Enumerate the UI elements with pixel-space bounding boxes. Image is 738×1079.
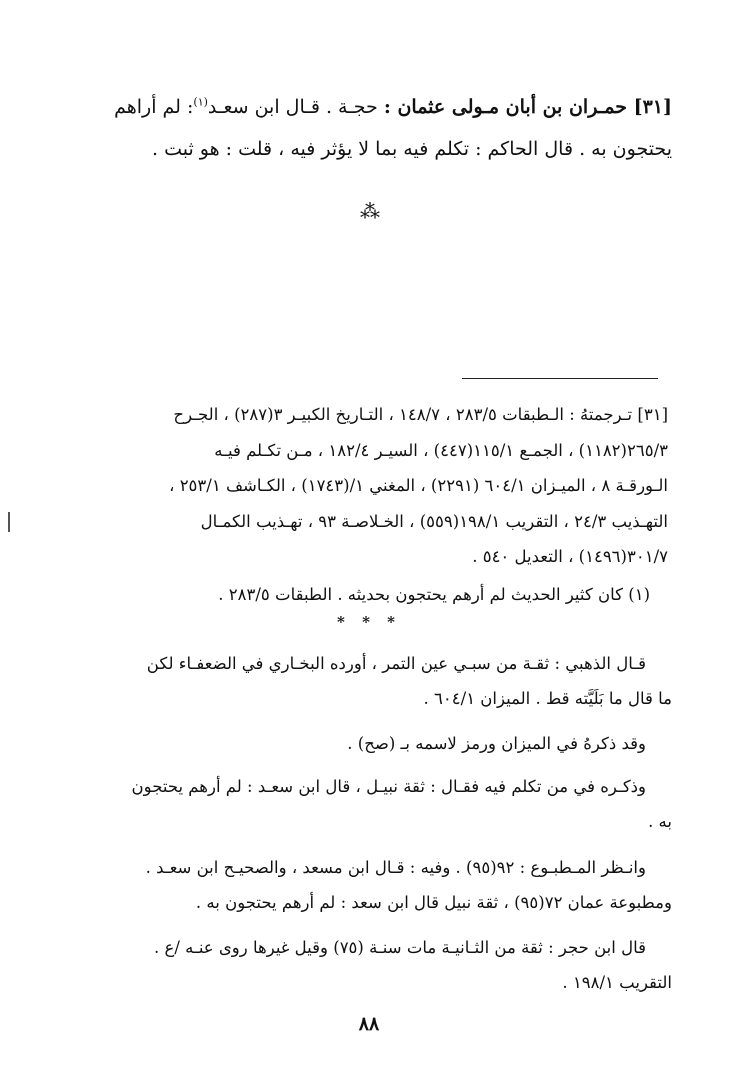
comment-printed-editions [66,850,672,920]
reference-line: الـورقـة ٨ ، الميـزان ٦٠٤/١ (٢٢٩١) ، المغني ١/(١٧٤٣) ، الكـاشف ٢٥٣/١ ، [169,476,668,495]
comment-line: ومطبوعة عمان ٧٢(٩٥) ، ثقة نبيل قال ابن سعد : لم أرهم يحتجون به . [195,893,672,912]
reference-line: ٢٦٥/٣(١١٨٢) ، الجمـع ١١٥/١(٤٤٧) ، السيـر ١٨٢/٤ ، مـن تكـلم فيـه [214,440,668,460]
entry-text: حجـة . قـال ابن سعـد [207,96,378,118]
comment-ibn-hajar [66,930,672,1000]
footnote-1: (١) كان كثير الحديث لم أرهم يحتجون بحديثه . الطبقات ٢٨٣/٥ . [218,585,650,604]
comment-line: به . [648,812,672,831]
reference-line: التهـذيب ٢٤/٣ ، التقريب ١٩٨/١(٥٥٩) ، الخـلاصـة ٩٣ ، تهـذيب الكمـال [200,511,668,531]
reference-line: ٣٠١/٧(١٤٩٦) ، التعديل ٥٤٠ . [472,547,668,566]
entry-line-1 [66,86,672,128]
reference-line: [٣١] تـرجمتهُ : الـطبقات ٢٨٣/٥ ، ١٤٨/٧ ، التـاريخ الكبيـر ٣(٢٨٧) ، الجـرح [173,405,668,424]
biography-entry [66,86,672,170]
margin-mark [8,512,10,532]
comment-line: وذكـره في من تكلم فيه فقـال : ثقة نبيـل ، قال ابن سعـد : لم أرهم يحتجون [131,777,646,796]
page-number: ٨٨ [358,1013,380,1035]
comment-line: وانـظر المـطبـوع : ٩٢(٩٥) . وفيه : قـال ابن مسعد ، والصحيـح ابن سعـد . [145,858,646,877]
entry-heading: [٣١] حمـران بن أبان مـولى عثمان : [383,96,672,118]
comment-line: التقريب ١٩٨/١ . [562,973,672,992]
comment-line: وقد ذكرهُ في الميزان ورمز لاسمه بـ (صح) . [347,734,646,753]
section-asterism: ⁂ [360,199,378,223]
entry-line-2: يحتجون به . قال الحاكم : تكلم فيه بما لا يؤثر فيه ، قلت : هو ثبت . [151,138,672,160]
comment-line: ما قال ما بَلَيَّته قط . الميزان ٦٠٤/١ . [423,689,672,708]
translation-references [68,397,668,575]
footnote-ref-1[interactable]: (١) [193,95,208,109]
comment-dhahabi [66,646,672,716]
comment-takallam [66,769,672,839]
entry-text-end: : لم أراهم [114,96,194,118]
star-separator: * * * [337,613,401,631]
comment-line: قال ابن حجر : ثقة من الثـانيـة مات سنـة (٧٥) وقيل غيرها روى عنـه /ع . [154,938,646,957]
comment-mizan [66,726,672,761]
comment-line: قـال الذهبي : ثقـة من سبـي عين التمر ، أورده البخـاري في الضعفـاء لكن [146,654,646,673]
footnote-divider [462,378,658,379]
